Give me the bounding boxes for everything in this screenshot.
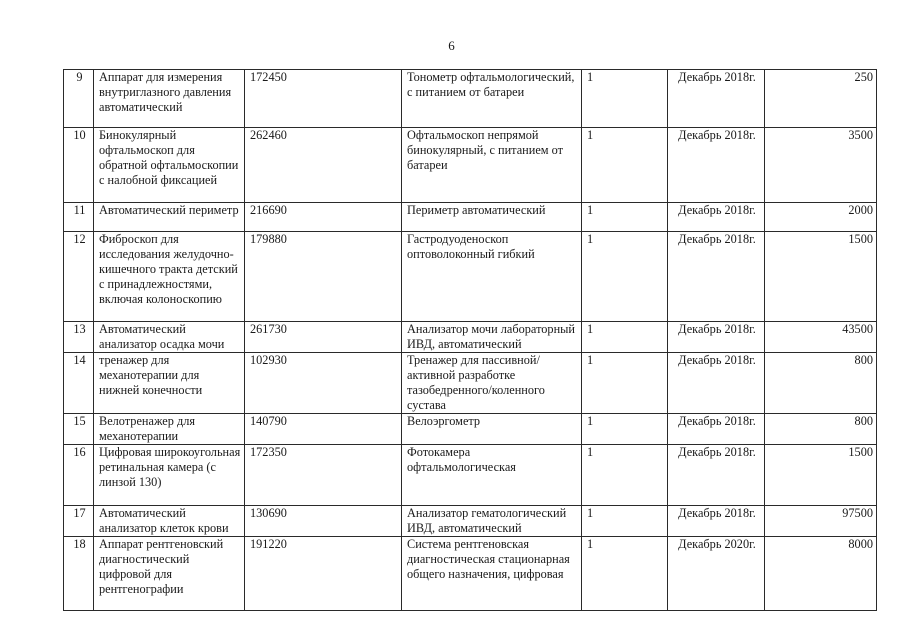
date-cell: Декабрь 2020г. [668, 537, 765, 611]
code-cell: 172450 [245, 70, 402, 128]
row-number-cell: 12 [64, 232, 94, 322]
price-cell: 2000 [765, 203, 877, 232]
description-cell: Фотокамера офтальмологическая [402, 445, 582, 506]
description-cell: Тренажер для пассивной/активной разработке тазобедренного/коленного сустава [402, 353, 582, 414]
description-cell: Офтальмоскоп непрямой бинокулярный, с питанием от батареи [402, 128, 582, 203]
description-cell: Периметр автоматический [402, 203, 582, 232]
code-cell: 262460 [245, 128, 402, 203]
description-cell: Анализатор мочи лабораторный ИВД, автоматический [402, 322, 582, 353]
equipment-name-cell: Автоматический анализатор клеток крови [94, 506, 245, 537]
description-cell: Система рентгеновская диагностическая стационарная общего назначения, цифровая [402, 537, 582, 611]
quantity-cell: 1 [582, 414, 668, 445]
description-cell: Тонометр офтальмологический, с питанием от батареи [402, 70, 582, 128]
table-row [64, 70, 877, 128]
quantity-cell: 1 [582, 232, 668, 322]
equipment-name-cell: тренажер для механотерапии для нижней конечности [94, 353, 245, 414]
row-number-cell: 14 [64, 353, 94, 414]
description-cell: Велоэргометр [402, 414, 582, 445]
code-cell: 140790 [245, 414, 402, 445]
table-row [64, 414, 877, 445]
quantity-cell: 1 [582, 506, 668, 537]
price-cell: 1500 [765, 232, 877, 322]
quantity-cell: 1 [582, 70, 668, 128]
row-number-cell: 9 [64, 70, 94, 128]
table-row [64, 232, 877, 322]
price-cell: 43500 [765, 322, 877, 353]
date-cell: Декабрь 2018г. [668, 445, 765, 506]
table-row [64, 353, 877, 414]
price-cell: 800 [765, 353, 877, 414]
row-number-cell: 18 [64, 537, 94, 611]
date-cell: Декабрь 2018г. [668, 506, 765, 537]
code-cell: 179880 [245, 232, 402, 322]
date-cell: Декабрь 2018г. [668, 70, 765, 128]
equipment-name-cell: Велотренажер для механотерапии [94, 414, 245, 445]
price-cell: 250 [765, 70, 877, 128]
quantity-cell: 1 [582, 322, 668, 353]
equipment-name-cell: Автоматический анализатор осадка мочи [94, 322, 245, 353]
quantity-cell: 1 [582, 128, 668, 203]
row-number-cell: 13 [64, 322, 94, 353]
row-number-cell: 10 [64, 128, 94, 203]
price-cell: 1500 [765, 445, 877, 506]
table-row [64, 506, 877, 537]
quantity-cell: 1 [582, 353, 668, 414]
row-number-cell: 16 [64, 445, 94, 506]
price-cell: 800 [765, 414, 877, 445]
table-row [64, 322, 877, 353]
quantity-cell: 1 [582, 537, 668, 611]
quantity-cell: 1 [582, 445, 668, 506]
row-number-cell: 15 [64, 414, 94, 445]
code-cell: 216690 [245, 203, 402, 232]
price-cell: 97500 [765, 506, 877, 537]
code-cell: 191220 [245, 537, 402, 611]
date-cell: Декабрь 2018г. [668, 232, 765, 322]
date-cell: Декабрь 2018г. [668, 414, 765, 445]
description-cell: Анализатор гематологический ИВД, автоматический [402, 506, 582, 537]
date-cell: Декабрь 2018г. [668, 322, 765, 353]
row-number-cell: 11 [64, 203, 94, 232]
table-row [64, 128, 877, 203]
code-cell: 261730 [245, 322, 402, 353]
equipment-name-cell: Аппарат рентгеновский диагностический цифровой для рентгенографии [94, 537, 245, 611]
equipment-name-cell: Бинокулярный офтальмоскоп для обратной офтальмоскопии с налобной фиксацией [94, 128, 245, 203]
equipment-table [63, 69, 877, 611]
code-cell: 172350 [245, 445, 402, 506]
equipment-name-cell: Аппарат для измерения внутриглазного давления автоматический [94, 70, 245, 128]
code-cell: 102930 [245, 353, 402, 414]
code-cell: 130690 [245, 506, 402, 537]
date-cell: Декабрь 2018г. [668, 128, 765, 203]
description-cell: Гастродуоденоскоп оптоволоконный гибкий [402, 232, 582, 322]
price-cell: 8000 [765, 537, 877, 611]
date-cell: Декабрь 2018г. [668, 203, 765, 232]
table-row [64, 537, 877, 611]
equipment-name-cell: Автоматический периметр [94, 203, 245, 232]
equipment-name-cell: Цифровая широкоугольная ретинальная камера (с линзой 130) [94, 445, 245, 506]
table-row [64, 445, 877, 506]
page-number: 6 [448, 38, 455, 53]
row-number-cell: 17 [64, 506, 94, 537]
date-cell: Декабрь 2018г. [668, 353, 765, 414]
equipment-name-cell: Фиброскоп для исследования желудочно-кишечного тракта детский с принадлежностями, включая колоноскопию [94, 232, 245, 322]
quantity-cell: 1 [582, 203, 668, 232]
price-cell: 3500 [765, 128, 877, 203]
table-row [64, 203, 877, 232]
